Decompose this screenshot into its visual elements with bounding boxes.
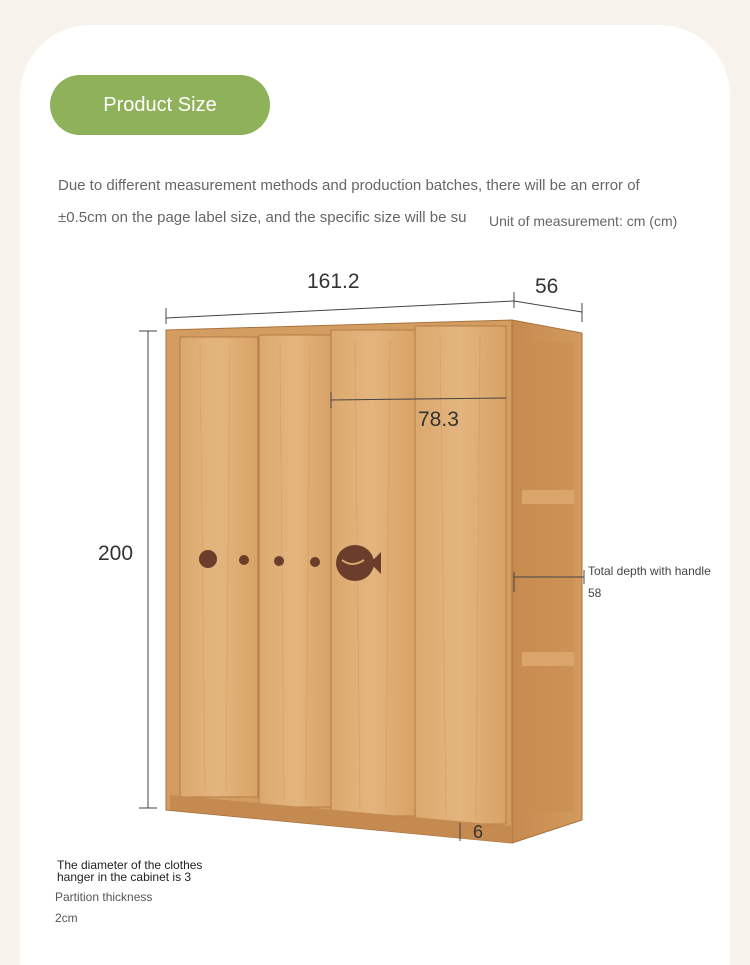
partition-value: 2cm	[55, 911, 78, 925]
round-handle-small-1	[239, 555, 249, 565]
handle-depth-value: 58	[588, 586, 602, 600]
depth-dimension: 56	[535, 275, 559, 298]
side-rail-lower	[522, 652, 574, 666]
hanger-note-line-2: hanger in the cabinet is 3	[57, 870, 192, 884]
hanger-note	[57, 859, 202, 883]
partition-label: Partition thickness	[55, 890, 153, 904]
handle-depth-label: Total depth with handle	[588, 564, 711, 578]
door-panel-4	[415, 326, 506, 824]
notice-line-1: Due to different measurement methods and production batches, there will be an error of	[58, 177, 640, 194]
height-dimension: 200	[98, 542, 134, 565]
round-handle-small-2	[274, 556, 284, 566]
door-panel-1	[180, 337, 258, 797]
hanger-note-line-1: The diameter of the clothes	[57, 858, 203, 872]
round-handle-large	[199, 550, 217, 568]
notice-line-2: ±0.5cm on the page label size, and the specific size will be su	[58, 209, 467, 226]
section-title-badge: Product Size	[50, 75, 270, 135]
round-handle-small-3	[310, 557, 320, 567]
width-dimension: 161.2	[307, 270, 360, 293]
door-width-dimension: 78.3	[418, 408, 459, 431]
unit-note: Unit of measurement: cm (cm)	[489, 213, 678, 229]
plinth-dimension: 6	[473, 822, 484, 842]
door-panel-2	[259, 335, 331, 807]
side-rail-upper	[522, 490, 574, 504]
